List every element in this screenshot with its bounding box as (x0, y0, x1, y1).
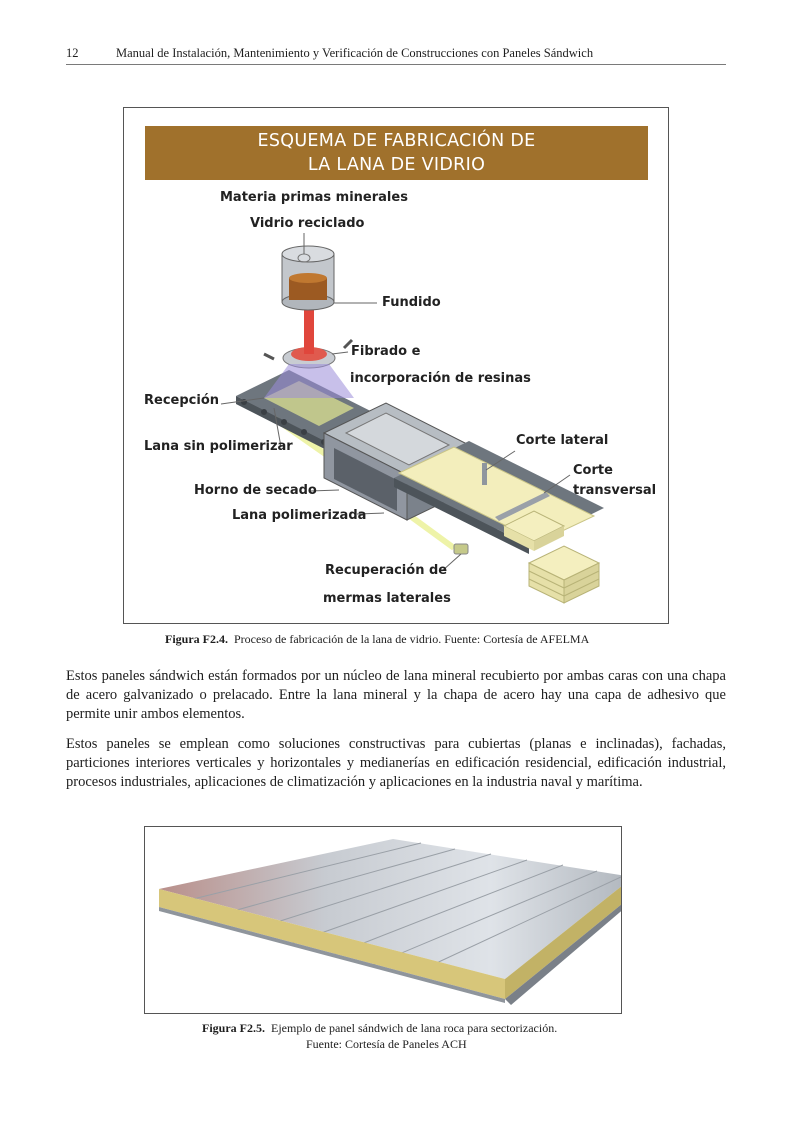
figure-glass-wool-scheme (123, 107, 669, 624)
figure1-caption-label: Figura F2.4. (165, 632, 228, 646)
figure2-caption-label: Figura F2.5. (202, 1021, 265, 1035)
figure1-caption (165, 632, 589, 647)
label-fibrado-1: Fibrado e (351, 344, 421, 359)
figure2-caption-text: Ejemplo de panel sándwich de lana roca para sectorización. (271, 1021, 558, 1035)
label-lana-sin-polimerizar: Lana sin polimerizar (144, 439, 293, 454)
label-vidrio: Vidrio reciclado (250, 216, 365, 231)
label-lana-polimerizada: Lana polimerizada (232, 508, 367, 523)
label-fundido: Fundido (382, 295, 441, 310)
label-fibrado-2: incorporación de resinas (350, 371, 531, 386)
scrap-recovery-unit (454, 544, 468, 554)
figure2-caption (202, 1021, 557, 1036)
banner-line-2: LA LANA DE VIDRIO (307, 155, 486, 175)
label-corte-transversal-2: transversal (573, 483, 657, 498)
running-header (66, 44, 726, 65)
label-materia: Materia primas minerales (220, 190, 408, 205)
paragraph-1: Estos paneles sándwich están formados por un núcleo de lana mineral recubierto por ambas caras con una chapa de acero galvanizado o prelacado. Entre la lana mineral y la chapa de acero hay una capa de adhesivo que permite unir ambos elementos. (66, 668, 726, 722)
figure-sandwich-panel (144, 826, 622, 1014)
banner-line-1: ESQUEMA DE FABRICACIÓN DE (257, 131, 536, 151)
running-title: Manual de Instalación, Mantenimiento y Verificación de Construcciones con Paneles Sándwich (116, 46, 594, 60)
label-recepcion: Recepción (144, 393, 220, 408)
binder-nozzle-left (264, 354, 274, 359)
label-horno: Horno de secado (194, 483, 317, 498)
lateral-blade (482, 463, 487, 485)
process-diagram (124, 108, 668, 623)
molten-glass-surface (289, 273, 327, 283)
label-corte-lateral: Corte lateral (516, 433, 609, 448)
label-recuperacion-1: Recuperación de (325, 563, 448, 578)
page-number: 12 (66, 46, 79, 60)
fiber-spray (264, 364, 354, 398)
figure-banner (145, 126, 648, 180)
stacked-panels (529, 546, 599, 603)
furnace-top (282, 246, 334, 262)
label-corte-transversal-1: Corte (573, 463, 613, 478)
figure1-caption-text: Proceso de fabricación de la lana de vidrio. Fuente: Cortesía de AFELMA (234, 632, 590, 646)
paragraph-2: Estos paneles se emplean como soluciones constructivas para cubiertas (planas e inclinadas), fachadas, particiones interiores verticales y horizontales y medianerías en edificación residencial, edificación industrial, procesos industriales, aplicaciones de climatización y aplicaciones en la industria naval y marítima. (66, 736, 726, 790)
label-recuperacion-2: mermas laterales (323, 591, 451, 606)
figure2-caption-source: Fuente: Cortesía de Paneles ACH (306, 1037, 467, 1051)
sandwich-panel-image (145, 827, 621, 1013)
